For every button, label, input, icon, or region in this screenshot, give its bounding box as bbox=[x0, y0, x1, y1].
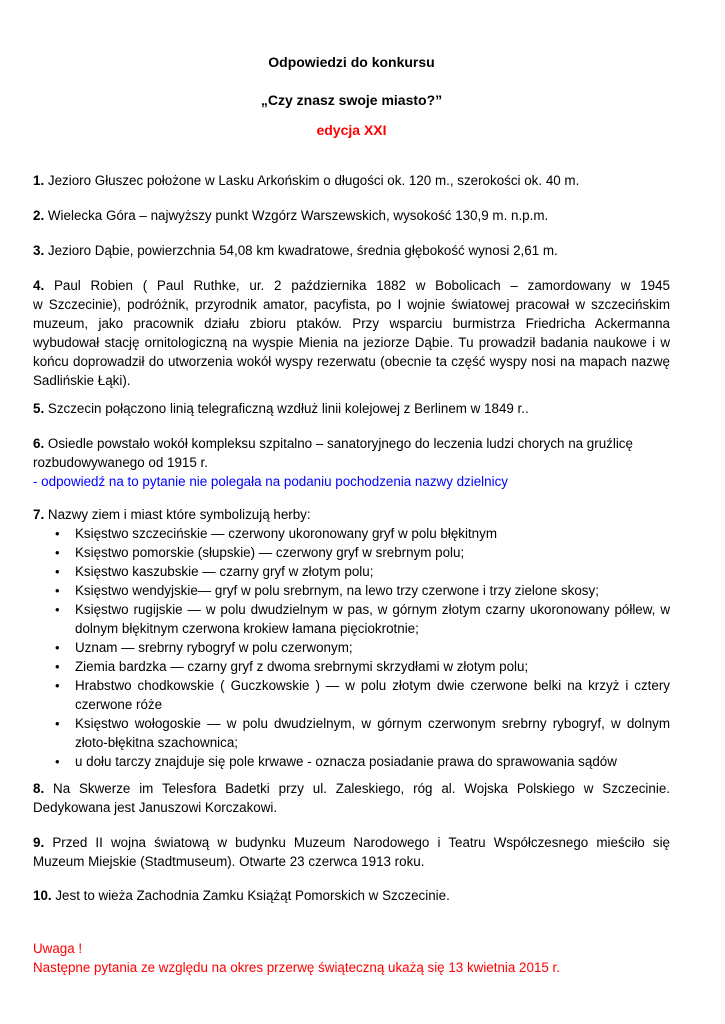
answer-text: Jezioro Głuszec położone w Lasku Arkońskim o długości ok. 120 m., szerokości ok. 40 m. bbox=[47, 173, 580, 188]
bullet-icon: • bbox=[55, 564, 60, 579]
answer-line: Przed II wojna światową w budynku Muzeum Narodowego i Teatru Współczesnego mieściło się bbox=[52, 835, 670, 850]
bullet-icon: • bbox=[55, 678, 60, 693]
list-item: • Księstwo kaszubskie — czarny gryf w złotym polu; bbox=[55, 564, 374, 579]
list-item: • Księstwo wołogoskie — w polu dwudzielnym, w górnym czerwonym srebrny rybogryf, w dolnym złoto-błękitna szachownica; bbox=[55, 716, 670, 750]
answer-text: Szczecin połączono linią telegraficzną wzdłuż linii kolejowej z Berlinem w 1849 r.. bbox=[47, 401, 529, 416]
answer-5 bbox=[33, 399, 670, 418]
answer-number: 8. bbox=[33, 781, 45, 796]
answer-note: - odpowiedź na to pytanie nie polegała na podaniu pochodzenia nazwy dzielnicy bbox=[33, 474, 508, 489]
document-title: Odpowiedzi do konkursu bbox=[268, 54, 435, 70]
bullet-icon: • bbox=[55, 545, 60, 560]
answer-number: 4. bbox=[33, 278, 45, 293]
list-item: • Księstwo rugijskie — w polu dwudzielnym w pas, w górnym złotym czarny ukoronowany półlew, w dolnym błękitnym czerwona krokiew łamana pięciokrotnie; bbox=[55, 602, 670, 636]
notice-text: Następne pytania ze względu na okres przerwę świąteczną ukażą się 13 kwietnia 2015 r. bbox=[33, 960, 560, 975]
answer-number: 3. bbox=[33, 243, 45, 258]
answer-number: 2. bbox=[33, 208, 45, 223]
bullet-icon: • bbox=[55, 716, 60, 731]
answer-number: 10. bbox=[33, 888, 52, 903]
answer-text: Jezioro Dąbie, powierzchnia 54,08 km kwadratowe, średnia głębokość wynosi 2,61 m. bbox=[47, 243, 558, 258]
bullet-icon: • bbox=[55, 659, 60, 674]
answer-6 bbox=[33, 434, 670, 491]
answer-line: w Szczecinie), podróżnik, przyrodnik amator, pacyfista, po I wojnie światowej pracował w szczecińskim bbox=[33, 297, 670, 312]
notice-label: Uwaga ! bbox=[33, 941, 83, 956]
answer-number: 6. bbox=[33, 436, 45, 451]
answer-1 bbox=[33, 171, 670, 190]
answer-line: Paul Robien ( Paul Ruthke, ur. 2 października 1882 w Bobolicach – zamordowany w 1945 bbox=[53, 278, 670, 293]
bullet-icon: • bbox=[55, 754, 60, 769]
answer-line: końcu doprowadził do utworzenia wokół wyspy rezerwatu (obecnie ta część wyspy nosi na mapach nazwę bbox=[33, 354, 670, 369]
list-item: • Ziemia bardzka — czarny gryf z dwoma srebrnymi skrzydłami w złotym polu; bbox=[55, 659, 529, 674]
answer-line: Osiedle powstało wokół kompleksu szpitalno – sanatoryjnego do leczenia ludzi chorych na gruźlicę bbox=[47, 436, 633, 451]
answer-7 bbox=[33, 505, 670, 771]
answer-line: Na Skwerze im Telesfora Badetki przy ul. Zaleskiego, róg al. Wojska Polskiego w Szczecinie. bbox=[53, 781, 670, 796]
answer-text: Wielecka Góra – najwyższy punkt Wzgórz Warszewskich, wysokość 130,9 m. n.p.m. bbox=[47, 208, 549, 223]
answer-line: Muzeum Miejskie (Stadtmuseum). Otwarte 23 czerwca 1913 roku. bbox=[33, 854, 425, 869]
answer-number: 5. bbox=[33, 401, 45, 416]
answer-intro: Nazwy ziem i miast które symbolizują herby: bbox=[47, 507, 311, 522]
answer-9 bbox=[33, 833, 670, 871]
bullet-icon: • bbox=[55, 602, 60, 617]
answer-line: rozbudowywanego od 1915 r. bbox=[33, 455, 208, 470]
bullet-icon: • bbox=[55, 583, 60, 598]
answer-8 bbox=[33, 779, 670, 817]
coat-of-arms-list bbox=[33, 524, 670, 771]
list-item: • Hrabstwo chodkowskie ( Guczkowskie ) — w polu złotym dwie czerwone belki na krzyż i cztery czerwone róże bbox=[55, 678, 670, 712]
list-item: • Księstwo szczecińskie — czerwony ukoronowany gryf w polu błękitnym bbox=[55, 526, 497, 541]
answer-number: 9. bbox=[33, 835, 45, 850]
answer-line: wybudował stację ornitologiczną na wyspie Mienia na jeziorze Dąbie. Tu prowadził badania naukowe i w bbox=[33, 335, 670, 350]
answer-4 bbox=[33, 276, 670, 390]
bullet-icon: • bbox=[55, 526, 60, 541]
notice bbox=[33, 939, 670, 977]
answer-10 bbox=[33, 886, 670, 905]
answer-3 bbox=[33, 241, 670, 260]
list-item: • Księstwo pomorskie (słupskie) — czerwony gryf w srebrnym polu; bbox=[55, 545, 465, 560]
contest-name: „Czy znasz swoje miasto?” bbox=[260, 92, 443, 108]
bullet-icon: • bbox=[55, 640, 60, 655]
list-item: • Uznam — srebrny rybogryf w polu czerwonym; bbox=[55, 640, 353, 655]
list-item: • u dołu tarczy znajduje się pole krwawe - oznacza posiadanie prawa do sprawowania sądów bbox=[55, 754, 617, 769]
answer-text: Jest to wieża Zachodnia Zamku Książąt Pomorskich w Szczecinie. bbox=[55, 888, 450, 903]
answer-number: 7. bbox=[33, 507, 45, 522]
answer-2 bbox=[33, 206, 670, 225]
edition-label: edycja XXI bbox=[316, 122, 387, 138]
answer-number: 1. bbox=[33, 173, 45, 188]
answer-line: muzeum, jako pracownik działu zbioru ptaków. Przy wsparciu burmistrza Friedricha Ackermanna bbox=[33, 316, 670, 331]
answer-line: Sadlińskie Łąki). bbox=[33, 373, 131, 388]
answer-line: Dedykowana jest Januszowi Korczakowi. bbox=[33, 800, 278, 815]
list-item: • Księstwo wendyjskie— gryf w polu srebrnym, na lewo trzy czerwone i trzy zielone skosy; bbox=[55, 583, 599, 598]
